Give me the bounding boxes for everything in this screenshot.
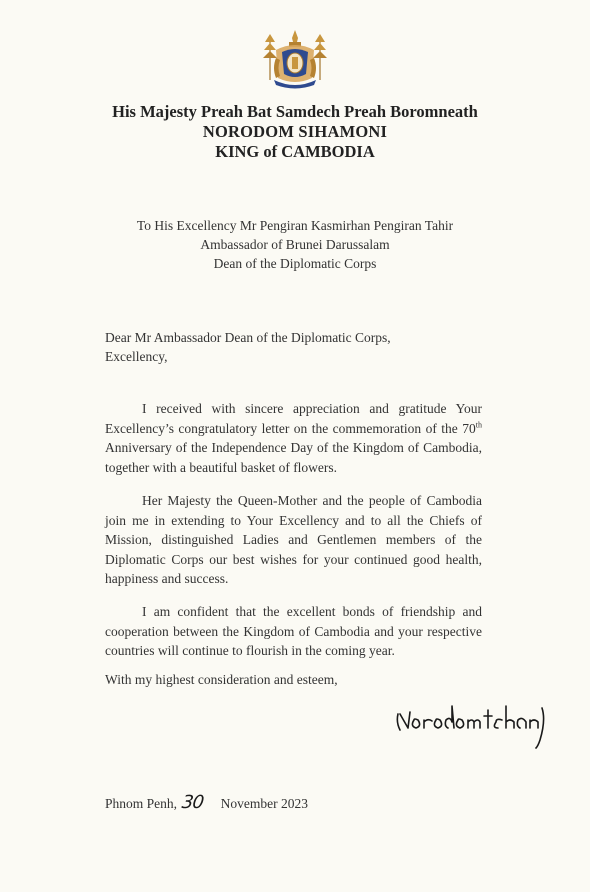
paragraph-1-text-b: Anniversary of the Independence Day of the Kingdom of Cambodia, together with a beautiful basket of flowers. (105, 440, 482, 475)
sender-office: KING of CAMBODIA (215, 142, 375, 161)
salutation-excellency: Excellency, (105, 349, 168, 364)
salutation-line: Dear Mr Ambassador Dean of the Diplomatic Corps, (105, 330, 391, 345)
addressee-position: Ambassador of Brunei Darussalam (200, 237, 390, 252)
addressee-role: Dean of the Diplomatic Corps (213, 256, 377, 271)
ordinal-suffix: th (475, 420, 482, 430)
body-paragraph-1 (105, 399, 482, 477)
addressee-name: To His Excellency Mr Pengiran Kasmirhan Pengiran Tahir (136, 218, 454, 233)
dateline-day: 30 (180, 792, 205, 813)
dateline-place: Phnom Penh, (105, 796, 178, 811)
handwritten-signature-icon (392, 700, 548, 750)
sender-title: His Majesty Preah Bat Samdech Preah Boromneath (112, 102, 478, 121)
body-paragraph-2: Her Majesty the Queen-Mother and the people of Cambodia join me in extending to Your Excellency and to all the Chiefs of Mission, distinguished Ladies and Gentlemen members of the Diplomatic Corps our best wishes for your continued good health, happiness and success. (105, 493, 482, 587)
paragraph-1-text-a: I received with sincere appreciation and gratitude Your Excellency’s congratulatory letter on the commemoration of the 70 (105, 401, 482, 436)
body-paragraph-3: I am confident that the excellent bonds of friendship and cooperation between the Kingdom of Cambodia and your respective countries will continue to flourish in the coming year. (105, 604, 482, 659)
dateline (105, 793, 308, 814)
dateline-month-year: November 2023 (220, 796, 309, 811)
closing-line: With my highest consideration and esteem, (105, 672, 338, 687)
sender-name: NORODOM SIHAMONI (202, 122, 388, 141)
royal-coat-of-arms-icon (262, 28, 328, 90)
